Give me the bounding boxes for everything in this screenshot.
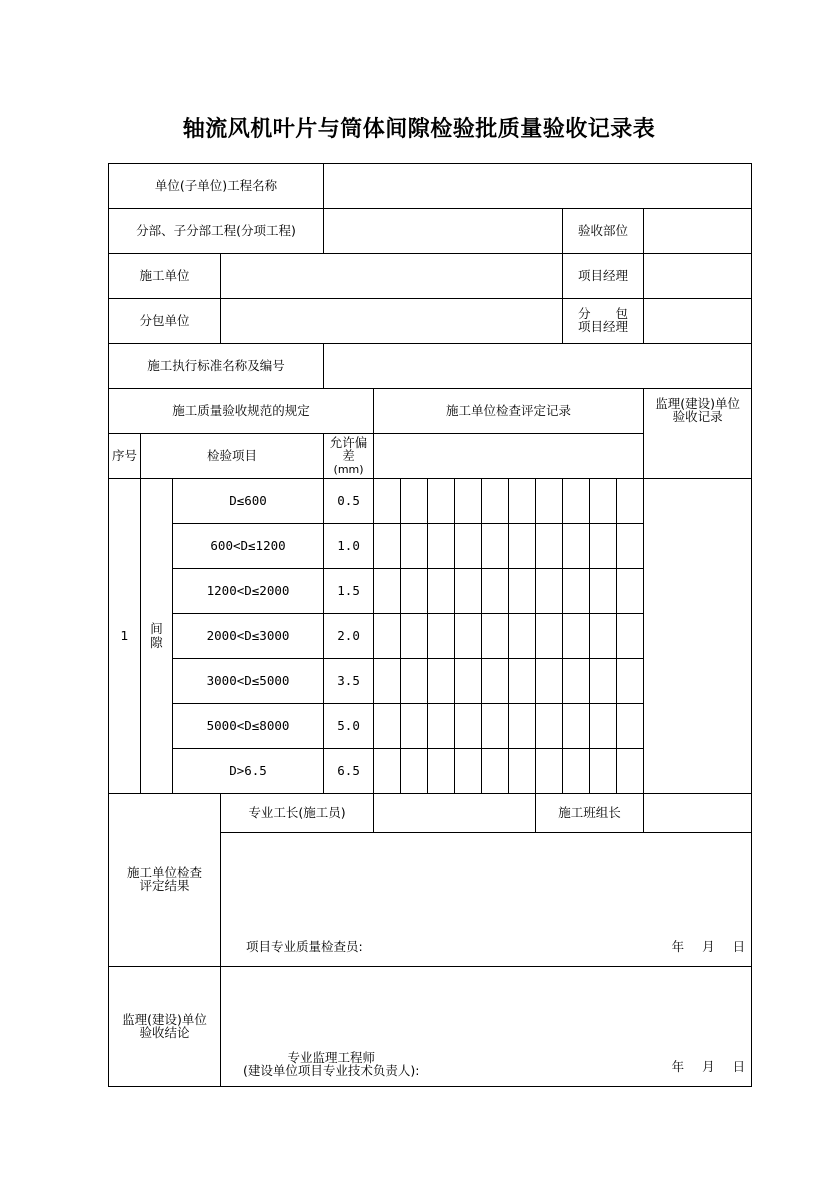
item-header: 检验项目 <box>141 434 324 479</box>
record-cell[interactable] <box>563 704 590 749</box>
subcontract-unit-label: 分包单位 <box>109 299 221 344</box>
tolerance-cell: 0.5 <box>324 479 374 524</box>
item-name <box>141 479 173 794</box>
supervision-label-line1: 监理(建设)单位 <box>655 396 740 411</box>
range-cell: 600<D≤1200 <box>173 524 324 569</box>
check-record-label: 施工单位检查评定记录 <box>374 389 644 434</box>
acceptance-record-table <box>108 163 752 1087</box>
record-cell[interactable] <box>617 704 644 749</box>
record-cell[interactable] <box>455 659 482 704</box>
record-cell[interactable] <box>428 614 455 659</box>
conclusion-label-line2: 验收结论 <box>139 1024 190 1040</box>
record-cell[interactable] <box>374 704 401 749</box>
record-cell[interactable] <box>428 704 455 749</box>
record-cell[interactable] <box>455 479 482 524</box>
item-seq: 1 <box>109 479 141 794</box>
record-cell[interactable] <box>509 569 536 614</box>
record-cell[interactable] <box>617 749 644 794</box>
date-month: 月 <box>702 938 715 954</box>
record-cell[interactable] <box>509 749 536 794</box>
engineer-label-line1: 专业监理工程师 <box>287 1049 375 1065</box>
tolerance-header-line2: (mm) <box>333 462 364 476</box>
record-cell[interactable] <box>509 614 536 659</box>
date-year: 年 <box>671 938 685 954</box>
team-leader-field[interactable] <box>644 794 752 833</box>
record-cell[interactable] <box>374 524 401 569</box>
record-cell[interactable] <box>617 659 644 704</box>
record-cell[interactable] <box>536 569 563 614</box>
record-cell[interactable] <box>401 614 428 659</box>
record-cell[interactable] <box>482 614 509 659</box>
record-cell[interactable] <box>590 704 617 749</box>
quality-inspector-label: 项目专业质量检查员: <box>246 938 363 954</box>
construction-unit-field[interactable] <box>221 254 563 299</box>
record-cell[interactable] <box>401 749 428 794</box>
range-cell: 2000<D≤3000 <box>173 614 324 659</box>
record-cell[interactable] <box>482 569 509 614</box>
subcontract-manager-label-line1: 分 包 <box>578 306 629 322</box>
page-title: 轴流风机叶片与筒体间隙检验批质量验收记录表 <box>182 116 656 142</box>
record-cell[interactable] <box>482 749 509 794</box>
record-cell[interactable] <box>563 569 590 614</box>
record-cell[interactable] <box>617 479 644 524</box>
supervision-record-field[interactable] <box>644 479 752 794</box>
check-record-header-blank <box>374 434 644 479</box>
record-cell[interactable] <box>536 524 563 569</box>
record-cell[interactable] <box>401 659 428 704</box>
record-cell[interactable] <box>617 614 644 659</box>
check-result-label-line1: 施工单位检查 <box>126 865 202 881</box>
record-cell[interactable] <box>617 569 644 614</box>
project-name-field[interactable] <box>324 164 752 209</box>
record-cell[interactable] <box>455 704 482 749</box>
acceptance-part-label: 验收部位 <box>563 209 644 254</box>
record-cell[interactable] <box>563 614 590 659</box>
date-month: 月 <box>702 1058 715 1074</box>
record-cell[interactable] <box>590 524 617 569</box>
engineer-label-line2: (建设单位项目专业技术负责人): <box>243 1063 420 1079</box>
range-cell: D≤600 <box>173 479 324 524</box>
record-cell[interactable] <box>374 614 401 659</box>
tolerance-cell: 2.0 <box>324 614 374 659</box>
conclusion-label <box>109 967 221 1087</box>
supervision-label-line2: 验收记录 <box>672 409 723 425</box>
record-cell[interactable] <box>455 614 482 659</box>
record-cell[interactable] <box>401 479 428 524</box>
project-name-label: 单位(子单位)工程名称 <box>109 164 324 209</box>
item-name-text: 间隙 <box>150 620 163 650</box>
conclusion-field[interactable] <box>221 967 752 1087</box>
standard-field[interactable] <box>324 344 752 389</box>
tolerance-cell: 6.5 <box>324 749 374 794</box>
check-result-label-line2: 评定结果 <box>139 878 190 894</box>
record-cell[interactable] <box>482 479 509 524</box>
record-cell[interactable] <box>455 569 482 614</box>
team-leader-label: 施工班组长 <box>536 794 644 833</box>
table-row <box>109 479 752 524</box>
record-cell[interactable] <box>374 659 401 704</box>
record-cell[interactable] <box>617 524 644 569</box>
conclusion-date <box>658 1060 746 1074</box>
subcontract-manager-label <box>563 299 644 344</box>
construction-unit-label: 施工单位 <box>109 254 221 299</box>
record-cell[interactable] <box>509 659 536 704</box>
range-cell: D>6.5 <box>173 749 324 794</box>
record-cell[interactable] <box>590 614 617 659</box>
sub-project-label: 分部、子分部工程(分项工程) <box>109 209 324 254</box>
record-cell[interactable] <box>509 524 536 569</box>
record-cell[interactable] <box>590 569 617 614</box>
spec-label: 施工质量验收规范的规定 <box>109 389 374 434</box>
record-cell[interactable] <box>563 659 590 704</box>
engineer-label <box>243 1051 419 1079</box>
record-cell[interactable] <box>428 749 455 794</box>
record-cell[interactable] <box>509 479 536 524</box>
supervision-record-label <box>644 389 752 479</box>
record-cell[interactable] <box>428 479 455 524</box>
project-manager-field[interactable] <box>644 254 752 299</box>
date-year: 年 <box>671 1058 685 1074</box>
record-cell[interactable] <box>536 704 563 749</box>
record-cell[interactable] <box>536 659 563 704</box>
record-cell[interactable] <box>401 524 428 569</box>
acceptance-part-field[interactable] <box>644 209 752 254</box>
record-cell[interactable] <box>563 524 590 569</box>
record-cell[interactable] <box>590 659 617 704</box>
seq-header: 序号 <box>109 434 141 479</box>
check-result-label <box>109 794 221 967</box>
record-cell[interactable] <box>401 569 428 614</box>
tolerance-cell: 1.5 <box>324 569 374 614</box>
record-cell[interactable] <box>536 614 563 659</box>
range-cell: 3000<D≤5000 <box>173 659 324 704</box>
tolerance-cell: 5.0 <box>324 704 374 749</box>
record-cell[interactable] <box>536 479 563 524</box>
record-cell[interactable] <box>428 659 455 704</box>
standard-label: 施工执行标准名称及编号 <box>109 344 324 389</box>
record-cell[interactable] <box>374 749 401 794</box>
record-cell[interactable] <box>482 704 509 749</box>
record-cell[interactable] <box>455 749 482 794</box>
date-day: 日 <box>732 938 746 954</box>
conclusion-label-line1: 监理(建设)单位 <box>122 1011 207 1027</box>
record-cell[interactable] <box>509 704 536 749</box>
record-cell[interactable] <box>428 569 455 614</box>
project-manager-label: 项目经理 <box>563 254 644 299</box>
check-result-field[interactable] <box>221 833 752 967</box>
record-cell[interactable] <box>428 524 455 569</box>
foreman-label: 专业工长(施工员) <box>221 794 374 833</box>
record-cell[interactable] <box>482 524 509 569</box>
range-cell: 5000<D≤8000 <box>173 704 324 749</box>
range-cell: 1200<D≤2000 <box>173 569 324 614</box>
date-day: 日 <box>732 1058 746 1074</box>
tolerance-cell: 1.0 <box>324 524 374 569</box>
record-cell[interactable] <box>455 524 482 569</box>
record-cell[interactable] <box>536 749 563 794</box>
subcontract-unit-field[interactable] <box>221 299 563 344</box>
sub-project-field[interactable] <box>324 209 563 254</box>
record-cell[interactable] <box>590 749 617 794</box>
record-cell[interactable] <box>401 704 428 749</box>
record-cell[interactable] <box>590 479 617 524</box>
check-date <box>658 940 746 954</box>
record-cell[interactable] <box>374 569 401 614</box>
record-cell[interactable] <box>374 479 401 524</box>
record-cell[interactable] <box>563 479 590 524</box>
foreman-field[interactable] <box>374 794 536 833</box>
subcontract-manager-label-line2: 项目经理 <box>578 319 629 335</box>
tolerance-cell: 3.5 <box>324 659 374 704</box>
tolerance-header <box>324 434 374 479</box>
record-cell[interactable] <box>482 659 509 704</box>
tolerance-header-line1: 允许偏差 <box>329 434 368 463</box>
record-cell[interactable] <box>563 749 590 794</box>
subcontract-manager-field[interactable] <box>644 299 752 344</box>
